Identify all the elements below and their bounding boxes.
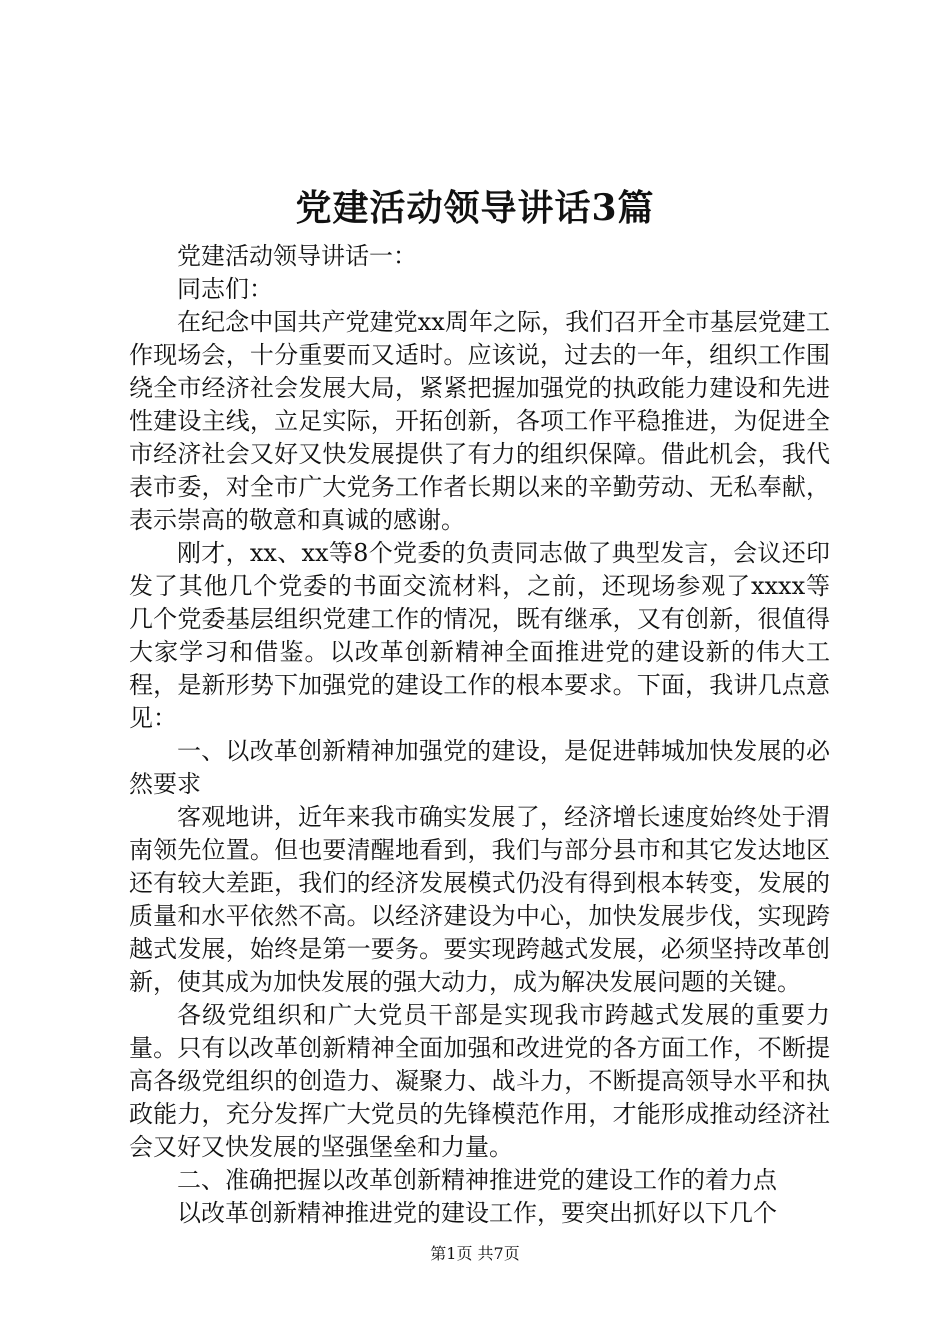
section-heading-two: 二、准确把握以改革创新精神推进党的建设工作的着力点 xyxy=(177,1166,777,1194)
paragraph-review: 刚才，xx、xx等8个党委的负责同志做了典型发言，会议还印发了其他几个党委的书面交流材料，之前，还现场参观了xxxx等几个党委基层组织党建工作的情况，既有继承，又有创新，很值得大家学习和借鉴。以改革创新精神全面推进党的建设新的伟大工程，是新形势下加强党的建设工作的根本要求。下面，我讲几点意见： xyxy=(129,539,830,732)
section-heading-one: 一、以改革创新精神加强党的建设，是促进韩城加快发展的必然要求 xyxy=(129,737,830,798)
paragraph-development: 客观地讲，近年来我市确实发展了，经济增长速度始终处于渭南领先位置。但也要清醒地看到，我们与部分县市和其它发达地区还有较大差距，我们的经济发展模式仍没有得到根本转变，发展的质量和水平依然不高。以经济建设为中心，加快发展步伐，实现跨越式发展，始终是第一要务。要实现跨越式发展，必须坚持改革创新，使其成为加快发展的强大动力，成为解决发展问题的关键。 xyxy=(129,803,830,996)
document-title: 党建活动领导讲话3篇 xyxy=(295,187,655,229)
paragraph-party-force: 各级党组织和广大党员干部是实现我市跨越式发展的重要力量。只有以改革创新精神全面加强和改进党的各方面工作，不断提高各级党组织的创造力、凝聚力、战斗力，不断提高领导水平和执政能力，充分发挥广大党员的先锋模范作用，才能形成推动经济社会又好又快发展的坚强堡垒和力量。 xyxy=(129,1001,830,1161)
paragraph-salutation: 同志们： xyxy=(177,275,273,303)
paragraph-focus: 以改革创新精神推进党的建设工作，要突出抓好以下几个 xyxy=(177,1199,777,1227)
document-body xyxy=(129,240,830,1230)
paragraph-intro: 在纪念中国共产党建党xx周年之际，我们召开全市基层党建工作现场会，十分重要而又适时。应该说，过去的一年，组织工作围绕全市经济社会发展大局，紧紧把握加强党的执政能力建设和先进性建设主线，立足实际，开拓创新，各项工作平稳推进，为促进全市经济社会又好又快发展提供了有力的组织保障。借此机会，我代表市委，对全市广大党务工作者长期以来的辛勤劳动、无私奉献，表示崇高的敬意和真诚的感谢。 xyxy=(129,308,830,534)
page-number-footer: 第1页 共7页 xyxy=(430,1244,520,1263)
paragraph-speech-heading: 党建活动领导讲话一： xyxy=(177,242,417,270)
